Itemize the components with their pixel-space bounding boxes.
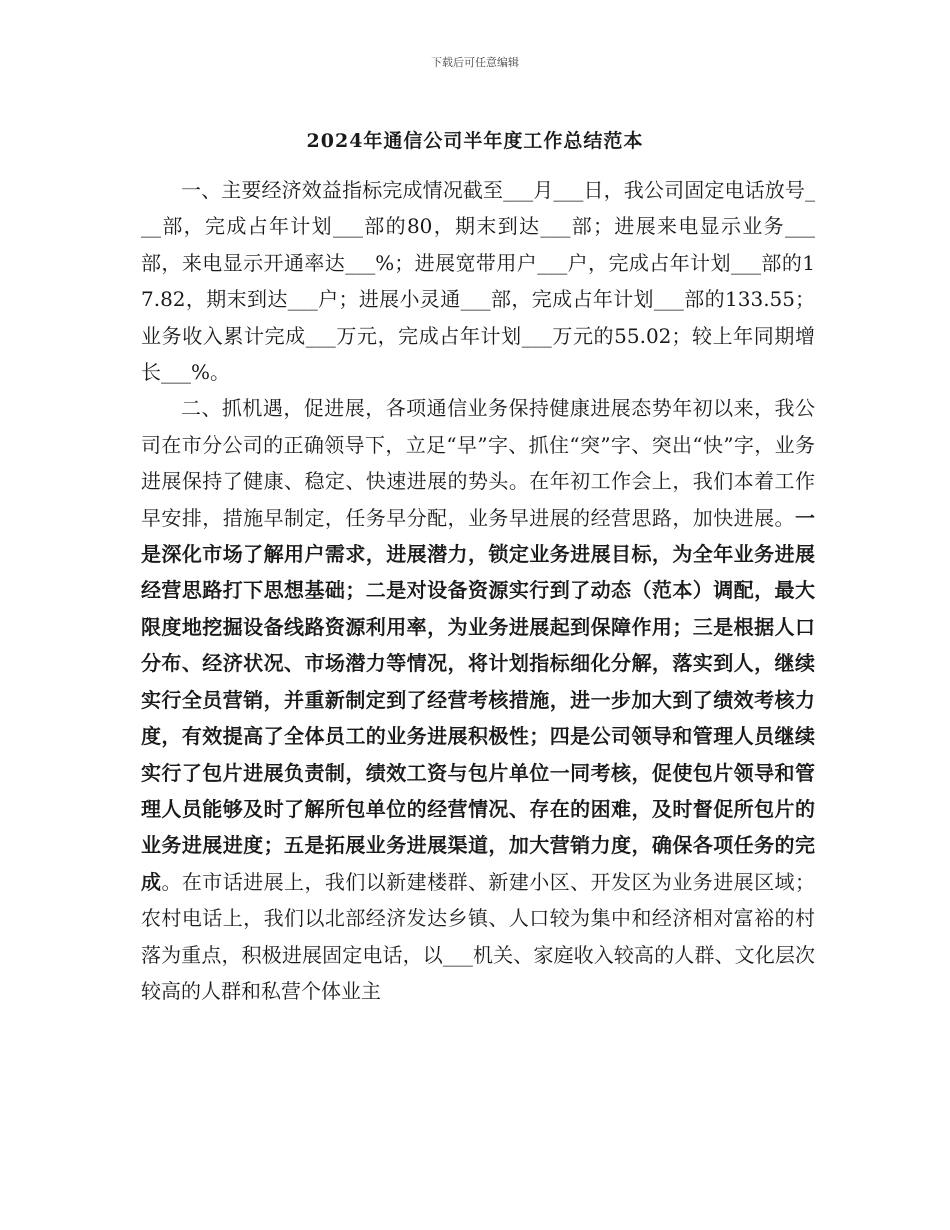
paragraph-lead-text: 二、抓机遇，促进展，各项通信业务保持健康进展态势年初以来，我公司在市分公司的正确领导下，立足“早”字、抓住“突”字、突出“快”字，业务进展保持了健康、稳定、快速进展的势头。在年初工作会上，我们本着工作早安排，措施早制定，任务早分配，业务早进展的经营思路，加快进展。 bbox=[141, 396, 815, 530]
paragraph-tail-text: 。在市话进展上，我们以新建楼群、新建小区、开发区为业务进展区域；农村电话上，我们以北部经济发达乡镇、人口较为集中和经济相对富裕的村落为重点，积极进展固定电话，以___机关、家庭收入较高的人群、文化层次较高的人群和私营个体业主 bbox=[141, 869, 815, 1003]
document-body bbox=[141, 172, 815, 1009]
paragraph-bold-measures: 一是深化市场了解用户需求，进展潜力，锁定业务进展目标，为全年业务进展经营思路打下思想基础；二是对设备资源实行到了动态（范本）调配，最大限度地挖掘设备线路资源利用率，为业务进展起到保障作用；三是根据人口分布、经济状况、市场潜力等情况，将计划指标细化分解，落实到人，继续实行全员营销，并重新制定到了经营考核措施，进一步加大到了绩效考核力度，有效提高了全体员工的业务进展积极性；四是公司领导和管理人员继续实行了包片进展负责制，绩效工资与包片单位一同考核，促使包片领导和管理人员能够及时了解所包单位的经营情况、存在的困难，及时督促所包片的业务进展进度；五是拓展业务进展渠道，加大营销力度，确保各项任务的完成 bbox=[141, 505, 815, 894]
paragraph-business-development bbox=[141, 390, 815, 1009]
header-note: 下载后可任意编辑 bbox=[431, 56, 519, 69]
paragraph-economic-indicators: 一、主要经济效益指标完成情况截至___月___日，我公司固定电话放号___部，完成占年计划___部的80，期末到达___部；进展来电显示业务___部，来电显示开通率达___%；进展宽带用户___户，完成占年计划___部的17.82，期末到达___户；进展小灵通___部，完成占年计划___部的133.55；业务收入累计完成___万元，完成占年计划___万元的55.02；较上年同期增长___%。 bbox=[141, 178, 815, 385]
document-title: 2024年通信公司半年度工作总结范本 bbox=[306, 130, 644, 152]
